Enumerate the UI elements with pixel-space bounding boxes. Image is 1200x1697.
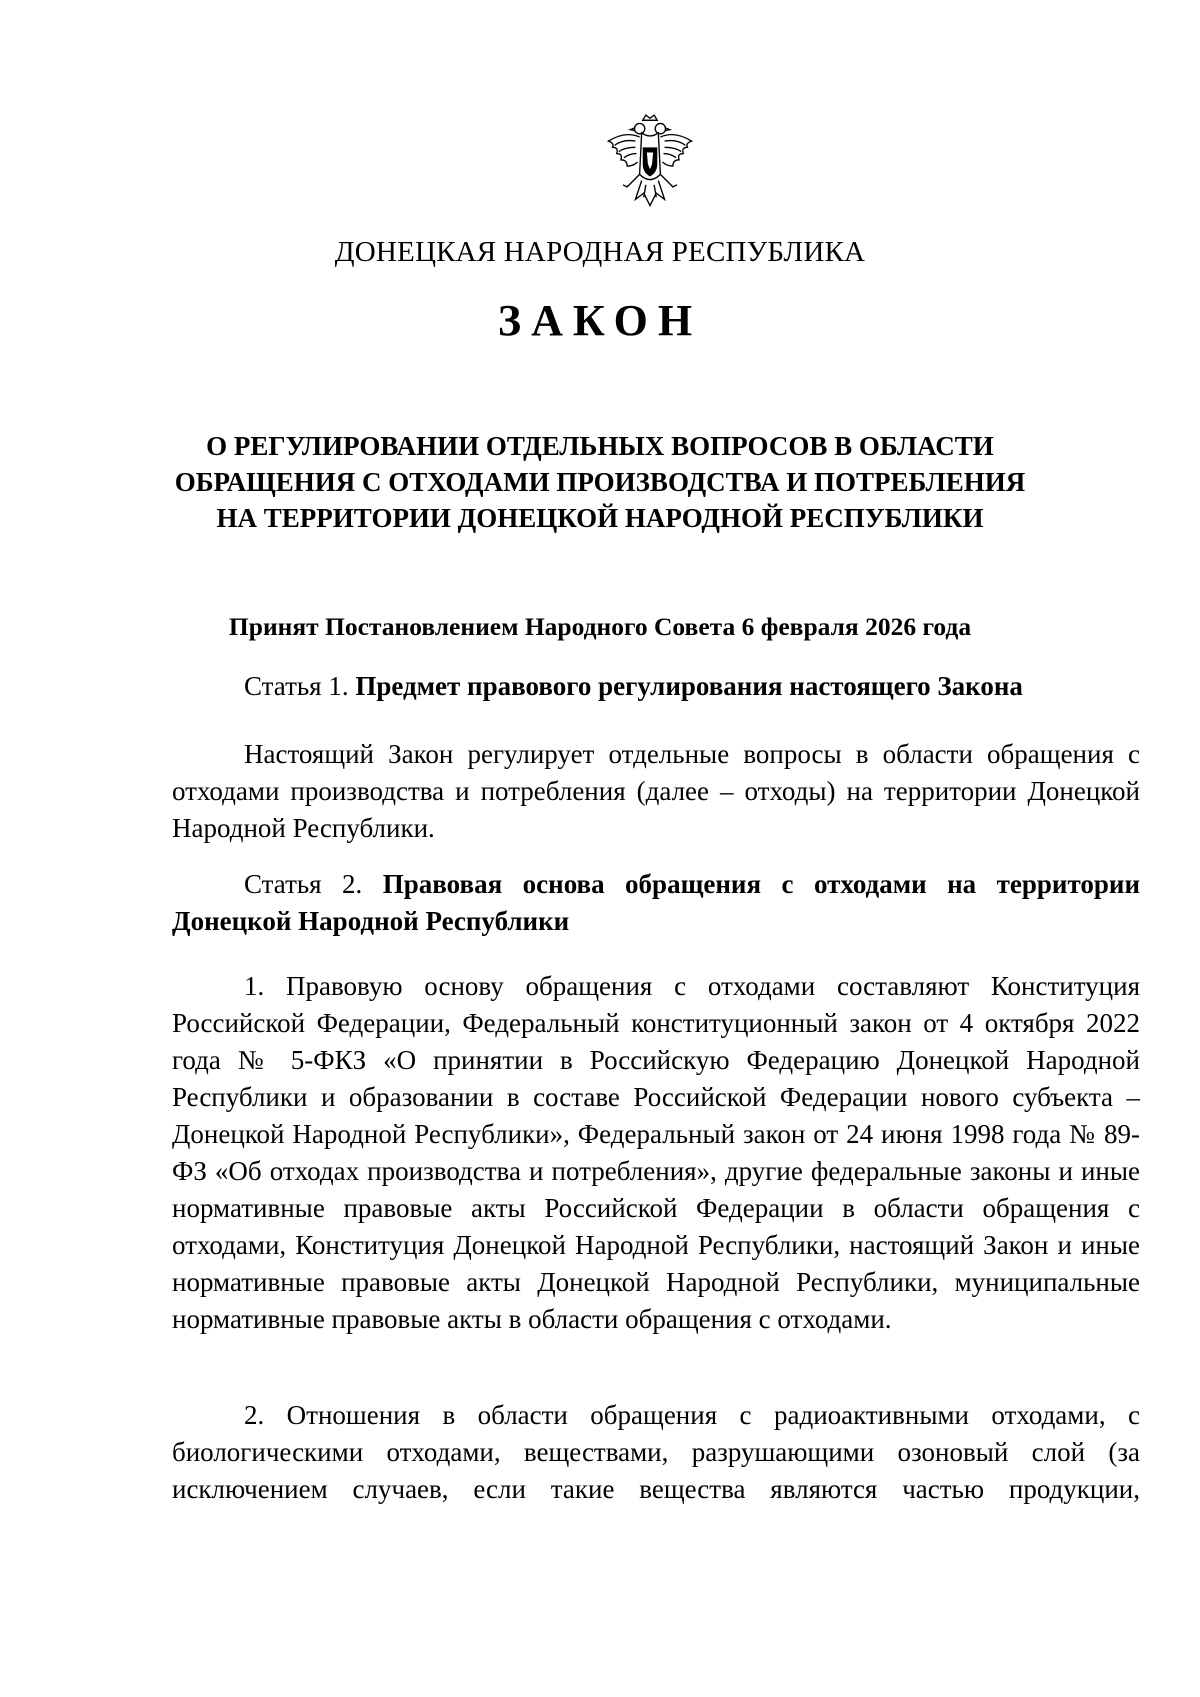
law-title-line: О РЕГУЛИРОВАНИИ ОТДЕЛЬНЫХ ВОПРОСОВ В ОБЛАСТИ xyxy=(206,431,994,461)
article-title: Правовая основа обращения с отходами на территории Донецкой Народной Республики xyxy=(172,869,1140,936)
article-1-heading xyxy=(172,668,1140,705)
coat-of-arms-icon xyxy=(598,112,702,216)
article-2-heading xyxy=(172,866,1140,940)
article-label: Статья 2. xyxy=(244,869,363,899)
article-1-text: Настоящий Закон регулирует отдельные вопросы в области обращения с отходами производства и потребления (далее – отходы) на территории Донецкой Народной Республики. xyxy=(172,739,1140,843)
law-title-line: ОБРАЩЕНИЯ С ОТХОДАМИ ПРОИЗВОДСТВА И ПОТРЕБЛЕНИЯ xyxy=(174,467,1026,497)
law-title-line: НА ТЕРРИТОРИИ ДОНЕЦКОЙ НАРОДНОЙ РЕСПУБЛИКИ xyxy=(216,503,984,533)
article-title: Предмет правового регулирования настоящего Закона xyxy=(355,671,1023,701)
adoption-note: Принят Постановлением Народного Совета 6 февраля 2026 года xyxy=(228,612,972,641)
article-label: Статья 1. xyxy=(244,671,349,701)
document-type: ЗАКОН xyxy=(497,296,703,345)
article-2-paragraph-2: 2. Отношения в области обращения с радиоактивными отходами, с биологическими отходами, веществами, разрушающими озоновый слой (за исключением случаев, если такие вещества являются частью продукции, xyxy=(172,1400,1140,1504)
law-title xyxy=(150,428,1050,536)
article-2-paragraph-1: 1. Правовую основу обращения с отходами составляют Конституция Российской Федерации, Федеральный конституционный закон от 4 октября 2022 года № 5-ФКЗ «О принятии в Российскую Федерацию Донецкой Народной Республики и образовании в составе Российской Федерации нового субъекта – Донецкой Народной Республики», Федеральный закон от 24 июня 1998 года № 89-ФЗ «Об отходах производства и потребления», другие федеральные законы и иные нормативные правовые акты Российской Федерации в области обращения с отходами, Конституция Донецкой Народной Республики, настоящий Закон и иные нормативные правовые акты Донецкой Народной Республики, муниципальные нормативные правовые акты в области обращения с отходами. xyxy=(172,971,1140,1334)
state-name: ДОНЕЦКАЯ НАРОДНАЯ РЕСПУБЛИКА xyxy=(334,236,866,268)
